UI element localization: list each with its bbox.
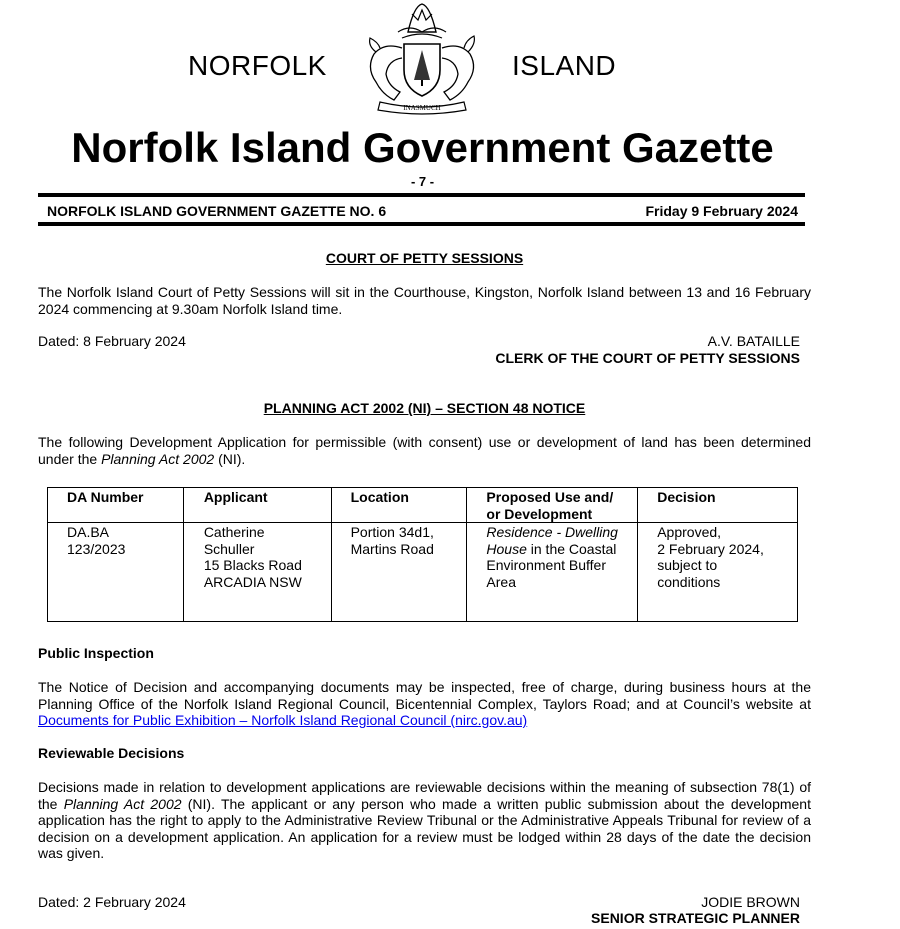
development-application-table <box>47 487 798 622</box>
header-rule-top <box>38 193 805 197</box>
planning-heading: PLANNING ACT 2002 (NI) – SECTION 48 NOTICE <box>263 400 586 416</box>
cell-decision: Approved, 2 February 2024, subject to conditions <box>638 523 798 622</box>
cell-proposed-use: Residence - Dwelling House in the Coastal Environment Buffer Area <box>467 523 638 622</box>
court-signatory: A.V. BATAILLE <box>707 333 800 349</box>
gazette-number: NORFOLK ISLAND GOVERNMENT GAZETTE NO. 6 <box>47 203 387 219</box>
col-header-applicant: Applicant <box>183 488 331 523</box>
court-heading: COURT OF PETTY SESSIONS <box>325 250 524 266</box>
col-header-decision: Decision <box>638 488 798 523</box>
footer-signatory-title: SENIOR STRATEGIC PLANNER <box>591 910 800 926</box>
page-number: - 7 - <box>410 174 435 189</box>
gazette-date: Friday 9 February 2024 <box>645 203 798 219</box>
court-body: The Norfolk Island Court of Petty Sessions will sit in the Courthouse, Kingston, Norfolk Island between 13 and 16 February 2024 commencing at 9.30am Norfolk Island time. <box>38 284 811 317</box>
court-signatory-title: CLERK OF THE COURT OF PETTY SESSIONS <box>495 350 800 366</box>
planning-intro: The following Development Application for permissible (with consent) use or development of land has been determined under the Planning Act 2002 (NI). <box>38 434 811 467</box>
cell-da-number: DA.BA 123/2023 <box>48 523 184 622</box>
col-header-da-number: DA Number <box>48 488 184 523</box>
gazette-title: Norfolk Island Government Gazette <box>71 124 774 171</box>
col-header-location: Location <box>331 488 467 523</box>
court-dated: Dated: 8 February 2024 <box>38 333 186 349</box>
public-exhibition-link[interactable]: Documents for Public Exhibition – Norfolk Island Regional Council (nirc.gov.au) <box>38 712 528 728</box>
crest-motto: INASMUCH <box>403 104 441 112</box>
reviewable-body: Decisions made in relation to development applications are reviewable decisions within the meaning of subsection 78(1) of the Planning Act 2002 (NI). The applicant or any person who made a written public submission about the development application has the right to apply to the Administrative Review Tribunal or the Administrative Appeals Tribunal for review of a decision on a development application. An application for a review must be lodged within 28 days of the date the decision was given. <box>38 779 811 861</box>
reviewable-heading: Reviewable Decisions <box>38 745 185 761</box>
footer-signatory: JODIE BROWN <box>701 894 800 910</box>
cell-location: Portion 34d1, Martins Road <box>331 523 467 622</box>
planning-act-name: Planning Act 2002 <box>101 450 215 467</box>
header-island-word: ISLAND <box>512 50 617 81</box>
cell-applicant: Catherine Schuller 15 Blacks Road ARCADIA NSW <box>183 523 331 622</box>
inspection-heading: Public Inspection <box>38 645 154 661</box>
table-row <box>48 523 798 622</box>
header-rule-bottom <box>38 222 805 226</box>
col-header-proposed-use: Proposed Use and/ or Development <box>467 488 638 523</box>
coat-of-arms-crest <box>358 2 486 116</box>
table-header-row <box>48 488 798 523</box>
footer-dated: Dated: 2 February 2024 <box>38 894 186 910</box>
inspection-body: The Notice of Decision and accompanying documents may be inspected, free of charge, during business hours at the Planning Office of the Norfolk Island Regional Council, Bicentennial Complex, Taylors Road; and at Council’s website at Documents for Public Exhibition – Norfolk Island Regional Council (nirc.gov.au) <box>38 679 811 728</box>
header-norfolk-word: NORFOLK <box>188 50 327 81</box>
